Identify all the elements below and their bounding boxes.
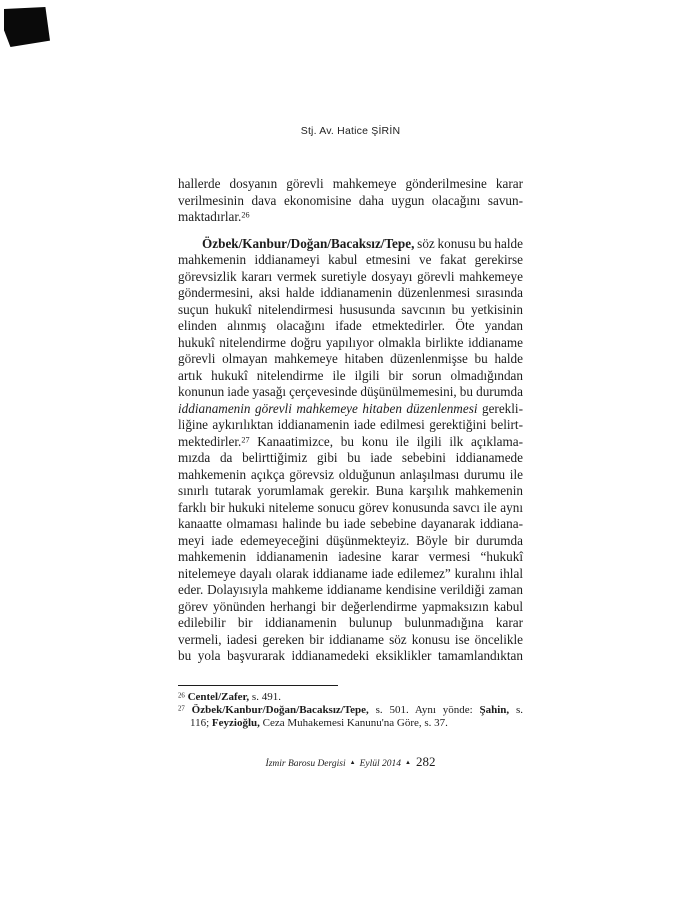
text-line: 116; Feyzioğlu, Ceza Muhakemesi Kanunu'na Göre, s. 37. (190, 717, 448, 730)
triangle-icon: ▲ (405, 760, 411, 766)
text-line: artık hukukî nitelendirme ile ilgili bir sorun olmadığından (178, 367, 523, 383)
text-line: meyi iade edemeyeceğini düşünmekteyiz. Böyle bir durumda (178, 532, 523, 548)
text-line: liğine aykırılıktan iddianamenin iade edilmesi gerektiğini belirt- (178, 417, 523, 432)
text-line: konunun iade yasağı çerçevesinde düşünülmemesini, bu durumda (178, 384, 523, 399)
text-line: mahkemenin iddianameyi kabul etmesini ve fakat gerekirse (178, 252, 523, 267)
text-line: hallerde dosyanın görevli mahkemeye gönderilmesine karar (178, 176, 523, 191)
page-footer (178, 753, 523, 771)
text-line: eder. Dolayısıyla mahkeme iddianame kendisine verildiği zaman (178, 582, 523, 597)
scan-corner-artifact (4, 7, 50, 47)
footer-journal-title: İzmir Barosu Dergisi (265, 759, 346, 769)
text-line: $^{27}$ Özbek/Kanbur/Doğan/Bacaksız/Tepe, s. 501. Aynı yönde: Şahin, s. (178, 704, 524, 717)
text-line: mektedirler.$^{27}$ Kanaatimizce, bu konu ile ilgili ilk açıklama- (178, 433, 523, 449)
text-line: görev yönünden herhangi bir değerlendirme yapmaksızın kabul (178, 598, 523, 614)
text-line: verilmesinin dava ekonomisine daha uygun olacağını savun- (178, 192, 523, 208)
text-line: mahkemenin iddianamenin iadesine karar vermesi “hukukî (178, 549, 523, 564)
footer-page-number: 282 (415, 754, 436, 769)
text-line: suçun hukukî nitelendirmesi hususunda savcının bu yetkisinin (178, 301, 523, 317)
text-line: $^{26}$ Centel/Zafer, s. 491. (178, 691, 281, 703)
text-line: iddianamenin görevli mahkemeye hitaben düzenlenmesi gerekli- (178, 400, 523, 416)
text-line: görevli olmayan mahkemeye hitaben düzenlenmişse bu halde (178, 351, 523, 366)
text-line: mızda da belirttiğimiz gibi bu iade sebebini iddianamede (178, 450, 523, 465)
text-line: vermeli, iadesi gereken bir iddianame söz konusu ise öncelikle (178, 631, 523, 647)
text-line: Özbek/Kanbur/Doğan/Bacaksız/Tepe, söz konusu bu halde (202, 235, 523, 251)
triangle-icon: ▲ (349, 760, 356, 766)
text-line: edilebilir bir iddianamenin bulunup bulunmadığına karar (178, 615, 523, 630)
text-line: mahkemenin açıkça görevsiz olduğunun anlaşılması durumu ile (178, 466, 523, 482)
text-line: nitelemeye dayalı olarak iddianame iade edilemez” kuralını ihlal (178, 565, 523, 581)
running-header: Stj. Av. Hatice ŞİRİN (300, 125, 401, 137)
text-line: görevsizlik kararı vermek suretiyle dosyayı görevli mahkemeye (178, 268, 523, 284)
footnotes-list (178, 691, 523, 731)
text-line: bu yola başvurarak iddianamedeki eksiklikler tamamlandıktan (178, 648, 523, 663)
text-line: farklı bir hukuki niteleme sonucu görev konusunda savcı ile aynı (178, 499, 523, 515)
footer-issue-date: Eylül 2014 (359, 759, 401, 769)
paragraph (178, 176, 523, 226)
footnotes (178, 685, 523, 731)
footnote-separator (178, 685, 338, 686)
paragraph (178, 236, 523, 665)
text-line: sınırlı tutarak yorumlamak gerekir. Buna karşılık mahkemenin (178, 483, 523, 498)
body-text (178, 176, 523, 665)
text-line: maktadırlar.$^{26}$ (178, 209, 250, 224)
text-line: elinden alınmış olacağını ifade etmektedirler. Öte yandan (178, 318, 523, 333)
text-line: kanaatte olmaması halinde bu iade sebebine dayanarak iddiana- (178, 516, 523, 531)
text-line: hukukî nitelendirme doğru yapılıyor olmakla birlikte iddianame (178, 334, 523, 350)
text-line: göndermesini, aksi halde iddianamenin düzenlenmesi sırasında (178, 285, 523, 300)
